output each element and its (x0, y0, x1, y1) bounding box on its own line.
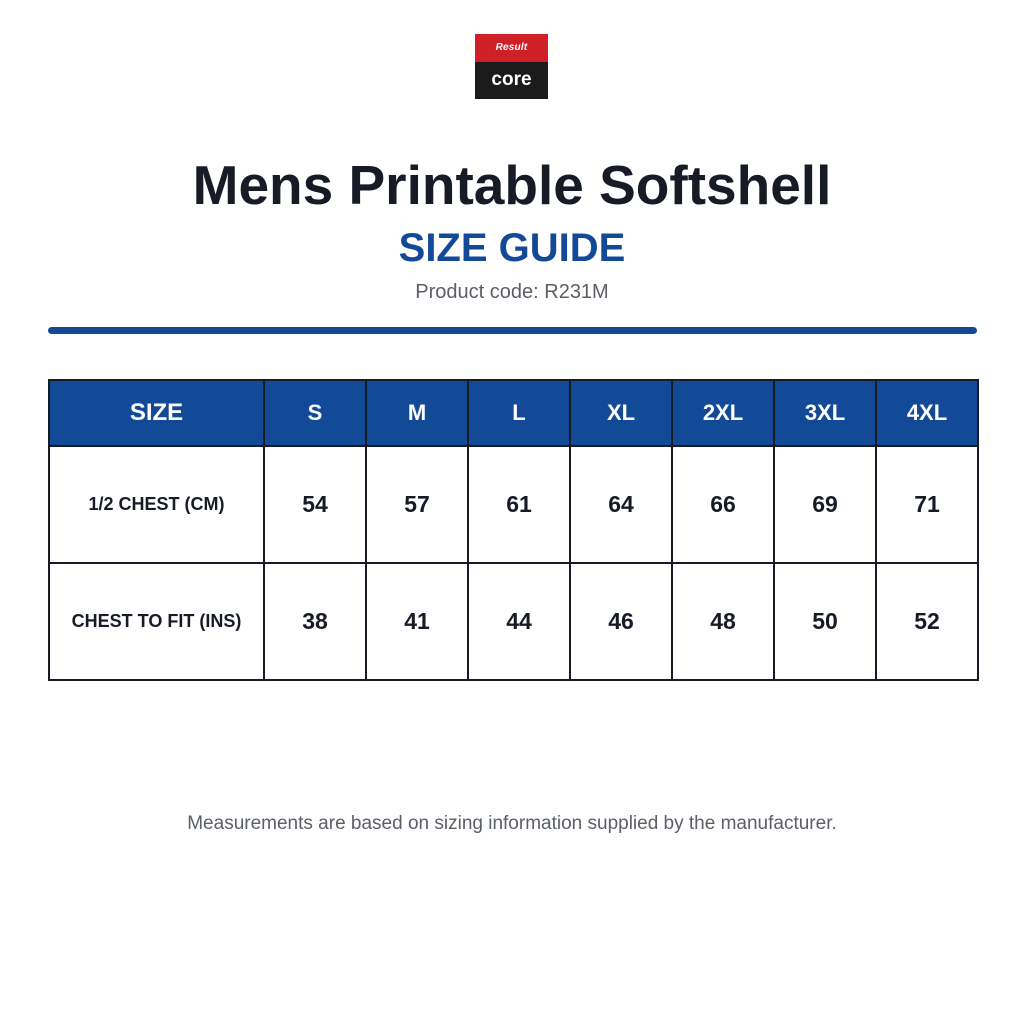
table-cell: 41 (366, 563, 468, 680)
logo-top-band: Result (475, 34, 548, 62)
size-table (48, 379, 979, 681)
footnote: Measurements are based on sizing information supplied by the manufacturer. (187, 813, 837, 834)
table-cell: 69 (774, 446, 876, 563)
table-header-row (49, 380, 978, 446)
header-size: 4XL (876, 380, 978, 446)
logo-bottom-band: core (475, 62, 548, 99)
table-cell: 57 (366, 446, 468, 563)
table-cell: 66 (672, 446, 774, 563)
header-size: 2XL (672, 380, 774, 446)
product-code: Product code: R231M (415, 281, 609, 303)
row-label: 1/2 CHEST (CM) (49, 446, 264, 563)
table-cell: 46 (570, 563, 672, 680)
header-size: S (264, 380, 366, 446)
header-size: XL (570, 380, 672, 446)
table-row (49, 563, 978, 680)
table-cell: 54 (264, 446, 366, 563)
table-cell: 61 (468, 446, 570, 563)
header-size: M (366, 380, 468, 446)
header-size-label: SIZE (49, 380, 264, 446)
table-cell: 50 (774, 563, 876, 680)
header-size: L (468, 380, 570, 446)
table-cell: 38 (264, 563, 366, 680)
row-label: CHEST TO FIT (INS) (49, 563, 264, 680)
table-cell: 52 (876, 563, 978, 680)
table-row (49, 446, 978, 563)
header-size: 3XL (774, 380, 876, 446)
page-title: Mens Printable Softshell (192, 154, 832, 216)
table-cell: 64 (570, 446, 672, 563)
table-cell: 48 (672, 563, 774, 680)
page-subtitle: SIZE GUIDE (398, 226, 626, 270)
table-cell: 71 (876, 446, 978, 563)
table-cell: 44 (468, 563, 570, 680)
brand-logo (475, 34, 548, 99)
divider-rule (48, 327, 977, 334)
